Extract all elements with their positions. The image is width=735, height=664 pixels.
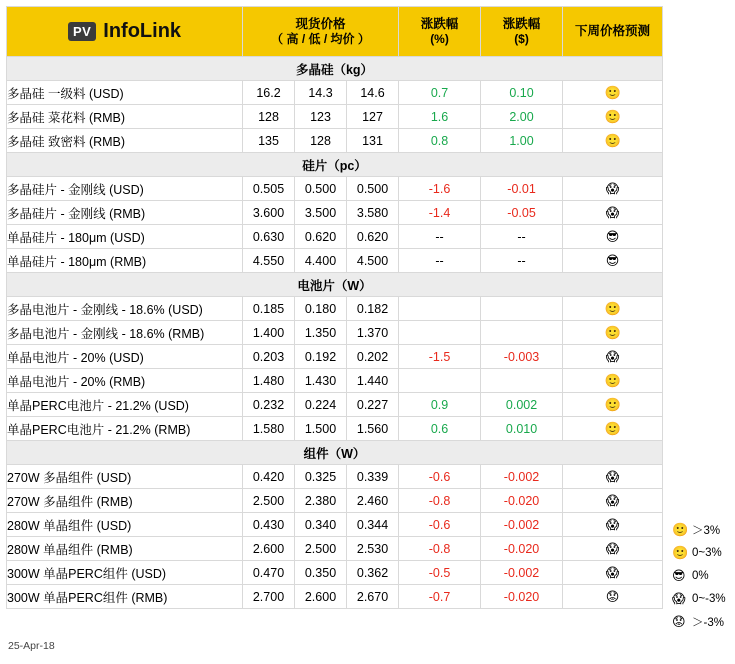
change-percent bbox=[399, 369, 481, 393]
section-header-row bbox=[7, 57, 663, 81]
price-high: 16.2 bbox=[243, 81, 295, 105]
price-low: 2.500 bbox=[295, 537, 347, 561]
table-row bbox=[7, 81, 663, 105]
legend-item bbox=[672, 518, 732, 541]
table-row bbox=[7, 393, 663, 417]
change-absolute: 1.00 bbox=[481, 129, 563, 153]
table-row bbox=[7, 177, 663, 201]
change-absolute: -0.002 bbox=[481, 561, 563, 585]
spot-price-title: 现货价格 bbox=[295, 16, 346, 31]
price-high: 3.600 bbox=[243, 201, 295, 225]
product-name: 单晶PERC电池片 - 21.2% (USD) bbox=[7, 393, 243, 417]
price-low: 2.380 bbox=[295, 489, 347, 513]
forecast-emoji: 😱 bbox=[605, 492, 620, 508]
change-absolute: 2.00 bbox=[481, 105, 563, 129]
price-high: 0.505 bbox=[243, 177, 295, 201]
change-percent: -0.8 bbox=[399, 489, 481, 513]
legend-item bbox=[672, 541, 732, 564]
scream-icon bbox=[563, 465, 663, 489]
price-high: 2.600 bbox=[243, 537, 295, 561]
change-percent: -- bbox=[399, 225, 481, 249]
price-average: 0.227 bbox=[347, 393, 399, 417]
price-high: 0.630 bbox=[243, 225, 295, 249]
slight-smile-icon: 🙂 bbox=[672, 521, 689, 537]
price-high: 1.480 bbox=[243, 369, 295, 393]
price-low: 3.500 bbox=[295, 201, 347, 225]
slight-smile-icon bbox=[563, 369, 663, 393]
change-percent: 0.6 bbox=[399, 417, 481, 441]
change-percent: -1.4 bbox=[399, 201, 481, 225]
price-average: 0.500 bbox=[347, 177, 399, 201]
table-row bbox=[7, 465, 663, 489]
price-high: 1.400 bbox=[243, 321, 295, 345]
change-absolute: -- bbox=[481, 249, 563, 273]
forecast-emoji: 😱 bbox=[605, 180, 620, 196]
price-high: 0.232 bbox=[243, 393, 295, 417]
change-percent: -1.5 bbox=[399, 345, 481, 369]
product-name: 270W 多晶组件 (RMB) bbox=[7, 489, 243, 513]
price-low: 128 bbox=[295, 129, 347, 153]
table-row bbox=[7, 513, 663, 537]
table-row bbox=[7, 321, 663, 345]
table-row bbox=[7, 345, 663, 369]
forecast-emoji: 😱 bbox=[605, 564, 620, 580]
scream-icon bbox=[563, 513, 663, 537]
price-low: 0.500 bbox=[295, 177, 347, 201]
change-percent: -0.6 bbox=[399, 465, 481, 489]
table-row bbox=[7, 105, 663, 129]
change-percent: -1.6 bbox=[399, 177, 481, 201]
column-header-spot-price bbox=[243, 7, 399, 57]
price-average: 0.339 bbox=[347, 465, 399, 489]
product-name: 单晶PERC电池片 - 21.2% (RMB) bbox=[7, 417, 243, 441]
change-percent bbox=[399, 321, 481, 345]
sunglasses-icon: 😎 bbox=[672, 567, 686, 583]
slight-smile-icon bbox=[563, 297, 663, 321]
scream-icon bbox=[563, 537, 663, 561]
brand-badge: PV bbox=[68, 22, 96, 41]
product-name: 280W 单晶组件 (RMB) bbox=[7, 537, 243, 561]
change-absolute: -0.002 bbox=[481, 513, 563, 537]
table-header bbox=[7, 7, 663, 57]
change-absolute: -0.020 bbox=[481, 537, 563, 561]
product-name: 单晶硅片 - 180μm (USD) bbox=[7, 225, 243, 249]
change-percent: -0.7 bbox=[399, 585, 481, 609]
price-average: 0.182 bbox=[347, 297, 399, 321]
slight-smile-icon bbox=[563, 81, 663, 105]
forecast-emoji: 🙂 bbox=[604, 372, 621, 388]
price-average: 2.460 bbox=[347, 489, 399, 513]
forecast-emoji: 🙂 bbox=[604, 300, 621, 316]
forecast-emoji: 😱 bbox=[605, 204, 620, 220]
forecast-emoji: 😱 bbox=[605, 348, 620, 364]
change-absolute bbox=[481, 369, 563, 393]
legend-item bbox=[672, 610, 732, 633]
product-name: 300W 单晶PERC组件 (RMB) bbox=[7, 585, 243, 609]
slight-smile-icon: 🙂 bbox=[672, 544, 689, 560]
forecast-emoji: 🙂 bbox=[604, 132, 621, 148]
change-absolute: 0.002 bbox=[481, 393, 563, 417]
change-percent: -0.5 bbox=[399, 561, 481, 585]
change-absolute: 0.010 bbox=[481, 417, 563, 441]
scream-icon: 😱 bbox=[672, 590, 686, 606]
section-title: 多晶硅（kg） bbox=[7, 57, 663, 81]
slight-smile-icon bbox=[563, 129, 663, 153]
product-name: 多晶硅 致密料 (RMB) bbox=[7, 129, 243, 153]
price-average: 131 bbox=[347, 129, 399, 153]
product-name: 多晶硅 菜花料 (RMB) bbox=[7, 105, 243, 129]
change-absolute bbox=[481, 297, 563, 321]
price-low: 0.192 bbox=[295, 345, 347, 369]
change-percent: 1.6 bbox=[399, 105, 481, 129]
price-high: 2.700 bbox=[243, 585, 295, 609]
price-high: 4.550 bbox=[243, 249, 295, 273]
product-name: 多晶硅片 - 金刚线 (RMB) bbox=[7, 201, 243, 225]
legend-label: 0~3% bbox=[692, 546, 722, 559]
legend-item bbox=[672, 587, 732, 610]
section-header-row bbox=[7, 153, 663, 177]
price-low: 0.350 bbox=[295, 561, 347, 585]
product-name: 单晶硅片 - 180μm (RMB) bbox=[7, 249, 243, 273]
price-low: 0.620 bbox=[295, 225, 347, 249]
product-name: 270W 多晶组件 (USD) bbox=[7, 465, 243, 489]
spot-price-subtitle: （ 高 / 低 / 均价 ） bbox=[271, 31, 370, 46]
price-low: 2.600 bbox=[295, 585, 347, 609]
product-name: 多晶硅片 - 金刚线 (USD) bbox=[7, 177, 243, 201]
slight-smile-icon bbox=[563, 393, 663, 417]
brand-name: InfoLink bbox=[103, 20, 182, 42]
forecast-emoji: 🙂 bbox=[604, 108, 621, 124]
forecast-emoji: 😱 bbox=[605, 516, 620, 532]
forecast-emoji: 😎 bbox=[605, 228, 620, 244]
legend bbox=[672, 518, 732, 633]
price-low: 123 bbox=[295, 105, 347, 129]
product-name: 单晶电池片 - 20% (USD) bbox=[7, 345, 243, 369]
scream-icon bbox=[563, 177, 663, 201]
price-average: 0.362 bbox=[347, 561, 399, 585]
forecast-emoji: 🙂 bbox=[604, 396, 621, 412]
change-absolute: -0.002 bbox=[481, 465, 563, 489]
product-name: 280W 单晶组件 (USD) bbox=[7, 513, 243, 537]
price-report-page bbox=[0, 6, 735, 664]
table-row bbox=[7, 297, 663, 321]
legend-label: ＞3% bbox=[692, 524, 721, 537]
forecast-emoji: 🙂 bbox=[604, 84, 621, 100]
scream-icon bbox=[563, 561, 663, 585]
price-average: 2.670 bbox=[347, 585, 399, 609]
change-pct-title: 涨跌幅 bbox=[420, 16, 459, 31]
price-high: 0.430 bbox=[243, 513, 295, 537]
section-title: 电池片（W） bbox=[7, 273, 663, 297]
price-high: 2.500 bbox=[243, 489, 295, 513]
table-row bbox=[7, 417, 663, 441]
price-low: 14.3 bbox=[295, 81, 347, 105]
forecast-emoji: 😱 bbox=[605, 468, 620, 484]
price-average: 0.202 bbox=[347, 345, 399, 369]
change-abs-subtitle: ($) bbox=[514, 31, 529, 46]
change-pct-subtitle: (%) bbox=[430, 31, 449, 46]
change-percent: -0.6 bbox=[399, 513, 481, 537]
forecast-emoji: 🙂 bbox=[604, 420, 621, 436]
price-low: 1.350 bbox=[295, 321, 347, 345]
table-row bbox=[7, 249, 663, 273]
slight-smile-icon bbox=[563, 321, 663, 345]
legend-label: 0% bbox=[692, 569, 709, 582]
table-row bbox=[7, 537, 663, 561]
legend-item bbox=[672, 564, 732, 587]
change-absolute: 0.10 bbox=[481, 81, 563, 105]
section-title: 组件（W） bbox=[7, 441, 663, 465]
price-high: 0.470 bbox=[243, 561, 295, 585]
change-percent bbox=[399, 297, 481, 321]
forecast-emoji: 😟 bbox=[605, 588, 620, 604]
legend-label: 0~-3% bbox=[692, 592, 726, 605]
report-date: 25-Apr-18 bbox=[8, 640, 55, 652]
brand-logo bbox=[7, 7, 243, 57]
price-low: 0.340 bbox=[295, 513, 347, 537]
change-absolute bbox=[481, 321, 563, 345]
price-average: 127 bbox=[347, 105, 399, 129]
scream-icon bbox=[563, 201, 663, 225]
price-average: 0.620 bbox=[347, 225, 399, 249]
price-average: 0.344 bbox=[347, 513, 399, 537]
price-high: 135 bbox=[243, 129, 295, 153]
forecast-emoji: 😎 bbox=[605, 252, 620, 268]
price-high: 0.185 bbox=[243, 297, 295, 321]
column-header-change-pct bbox=[399, 7, 481, 57]
product-name: 多晶电池片 - 金刚线 - 18.6% (RMB) bbox=[7, 321, 243, 345]
price-high: 128 bbox=[243, 105, 295, 129]
column-header-change-abs bbox=[481, 7, 563, 57]
price-low: 0.180 bbox=[295, 297, 347, 321]
change-percent: 0.9 bbox=[399, 393, 481, 417]
price-average: 1.560 bbox=[347, 417, 399, 441]
change-absolute: -0.020 bbox=[481, 489, 563, 513]
table-row bbox=[7, 369, 663, 393]
price-high: 1.580 bbox=[243, 417, 295, 441]
change-percent: 0.7 bbox=[399, 81, 481, 105]
forecast-emoji: 🙂 bbox=[604, 324, 621, 340]
price-average: 1.370 bbox=[347, 321, 399, 345]
product-name: 多晶电池片 - 金刚线 - 18.6% (USD) bbox=[7, 297, 243, 321]
section-title: 硅片（pc） bbox=[7, 153, 663, 177]
forecast-emoji: 😱 bbox=[605, 540, 620, 556]
scream-icon bbox=[563, 345, 663, 369]
price-low: 4.400 bbox=[295, 249, 347, 273]
table-row bbox=[7, 225, 663, 249]
price-average: 2.530 bbox=[347, 537, 399, 561]
price-low: 1.430 bbox=[295, 369, 347, 393]
product-name: 多晶硅 一级料 (USD) bbox=[7, 81, 243, 105]
price-average: 4.500 bbox=[347, 249, 399, 273]
table-row bbox=[7, 489, 663, 513]
product-name: 单晶电池片 - 20% (RMB) bbox=[7, 369, 243, 393]
table-row bbox=[7, 561, 663, 585]
price-low: 0.224 bbox=[295, 393, 347, 417]
price-low: 1.500 bbox=[295, 417, 347, 441]
price-table bbox=[6, 6, 663, 609]
change-absolute: -0.020 bbox=[481, 585, 563, 609]
slight-smile-icon bbox=[563, 105, 663, 129]
sunglasses-icon bbox=[563, 249, 663, 273]
change-percent: -- bbox=[399, 249, 481, 273]
legend-label: ＞-3% bbox=[692, 616, 724, 629]
table-row bbox=[7, 201, 663, 225]
sunglasses-icon bbox=[563, 225, 663, 249]
section-header-row bbox=[7, 273, 663, 297]
scream-icon bbox=[563, 489, 663, 513]
price-high: 0.420 bbox=[243, 465, 295, 489]
worried-icon bbox=[563, 585, 663, 609]
table-row bbox=[7, 129, 663, 153]
table-body bbox=[7, 57, 663, 609]
section-header-row bbox=[7, 441, 663, 465]
price-low: 0.325 bbox=[295, 465, 347, 489]
change-abs-title: 涨跌幅 bbox=[502, 16, 541, 31]
change-absolute: -0.003 bbox=[481, 345, 563, 369]
slight-smile-icon bbox=[563, 417, 663, 441]
product-name: 300W 单晶PERC组件 (USD) bbox=[7, 561, 243, 585]
price-average: 14.6 bbox=[347, 81, 399, 105]
table-row bbox=[7, 585, 663, 609]
price-high: 0.203 bbox=[243, 345, 295, 369]
change-absolute: -0.05 bbox=[481, 201, 563, 225]
column-header-forecast: 下周价格预测 bbox=[563, 7, 663, 57]
price-average: 3.580 bbox=[347, 201, 399, 225]
worried-icon: 😟 bbox=[672, 613, 686, 629]
change-percent: -0.8 bbox=[399, 537, 481, 561]
change-absolute: -- bbox=[481, 225, 563, 249]
change-percent: 0.8 bbox=[399, 129, 481, 153]
price-average: 1.440 bbox=[347, 369, 399, 393]
change-absolute: -0.01 bbox=[481, 177, 563, 201]
